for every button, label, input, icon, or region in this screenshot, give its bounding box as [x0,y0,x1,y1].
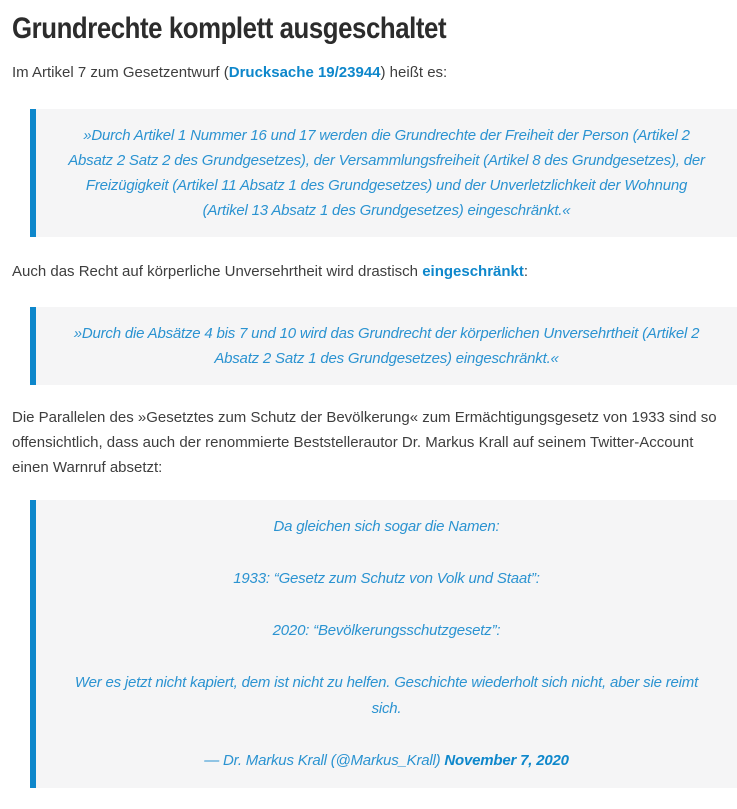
para2-text-after: : [523,263,529,280]
intro-text-after: ) heißt es: [380,64,448,81]
tweet-line: Wer es jetzt nicht kapiert, dem ist nicht zu helfen. Geschichte wiederholt sich nicht, aber sie reimt [74,674,699,691]
quote-line: Absatz 2 Satz 1 des Grundgesetzes) eingeschränkt.« [214,350,559,367]
quote-line: (Artikel 13 Absatz 1 des Grundgesetzes) eingeschränkt.« [202,202,571,219]
page-title: Grundrechte komplett ausgeschaltet [12,12,447,45]
blockquote-grundrechte [30,109,737,237]
quote-line: Freizügigkeit (Artikel 11 Absatz 1 des Grundgesetzes) und der Unverletzlichkeit der Wohnung [85,177,688,194]
quote-line: »Durch die Absätze 4 bis 7 und 10 wird das Grundrecht der körperlichen Unversehrtheit (Artikel 2 [73,325,700,342]
tweet-paragraph [75,670,698,722]
tweet-line: 1933: “Gesetz zum Schutz von Volk und Staat”: [233,570,540,587]
paragraph-line: einen Warnruf absetzt: [12,459,163,476]
tweet-attribution [204,748,569,774]
tweet-date-link[interactable]: November 7, 2020 [444,752,569,769]
eingeschraenkt-link[interactable]: eingeschränkt [422,263,524,280]
tweet-attribution-line [204,748,569,774]
quote-line: »Durch Artikel 1 Nummer 16 und 17 werden die Grundrechte der Freiheit der Person (Artikel 2 [83,127,690,144]
tweet-line: Da gleichen sich sogar die Namen: [273,518,500,535]
paragraph-unversehrtheit [12,259,725,284]
blockquote-koerperliche-unversehrtheit [30,307,737,385]
paragraph-parallelen [12,405,725,480]
tweet-line: 2020: “Bevölkerungsschutzgesetz”: [272,622,501,639]
paragraph-line: Die Parallelen des »Gesetztes zum Schutz der Bevölkerung« zum Ermächtigungsgesetz von 1933 sind so [12,409,717,426]
tweet-line: sich. [371,700,402,717]
tweet-paragraph [273,514,499,540]
quote-line: Absatz 2 Satz 2 des Grundgesetzes), der Versammlungsfreiheit (Artikel 8 des Grundgesetzes), der [68,152,705,169]
tweet-paragraph [233,566,539,592]
twitter-embed-quote [30,500,737,788]
drucksache-link[interactable]: Drucksache 19/23944 [228,64,381,81]
tweet-author-text: — Dr. Markus Krall (@Markus_Krall) [204,752,445,769]
paragraph-line: offensichtlich, dass auch der renommierte Beststellerautor Dr. Markus Krall auf seinem Twitter-Account [12,434,694,451]
intro-text-before: Im Artikel 7 zum Gesetzentwurf ( [12,64,229,81]
para2-text-before: Auch das Recht auf körperliche Unversehrtheit wird drastisch [12,263,423,280]
tweet-paragraph [273,618,501,644]
article [0,12,737,788]
intro-paragraph [12,60,725,85]
